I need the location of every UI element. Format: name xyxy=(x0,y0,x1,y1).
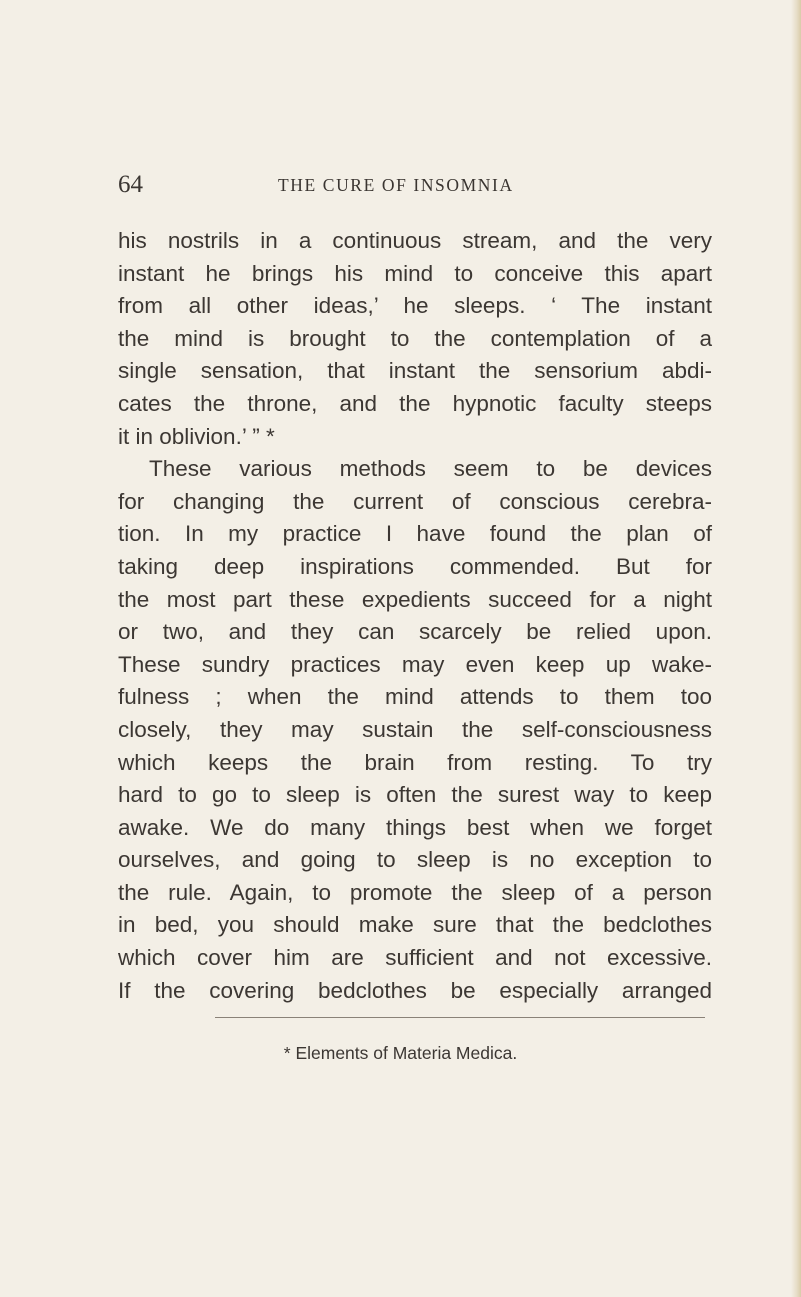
text-line: tion. In my practice I have found the plan of xyxy=(118,521,712,547)
text-line: from all other ideas,’ he sleeps. ‘ The instant xyxy=(118,293,712,319)
text-line: taking deep inspirations commended. But for xyxy=(118,553,712,579)
text-line: ourselves, and going to sleep is no exception to xyxy=(118,847,712,873)
text-line: the mind is brought to the contemplation of a xyxy=(118,325,712,351)
text-line: in bed, you should make sure that the bedclothes xyxy=(118,912,712,938)
text-line: or two, and they can scarcely be relied upon. xyxy=(118,619,712,645)
text-line: his nostrils in a continuous stream, and the very xyxy=(118,228,712,253)
footnote: * Elements of Materia Medica. xyxy=(283,1043,518,1063)
page-header xyxy=(118,171,708,201)
text-line: If the covering bedclothes be especially arranged xyxy=(118,977,712,1003)
running-head: THE CURE OF INSOMNIA xyxy=(278,175,514,195)
text-line: it in oblivion.’ ” * xyxy=(118,423,275,449)
text-line: closely, they may sustain the self-consciousness xyxy=(118,716,712,742)
text-line: for changing the current of conscious cerebra- xyxy=(118,488,712,514)
text-line: These sundry practices may even keep up wake- xyxy=(118,651,712,677)
text-line: which keeps the brain from resting. To try xyxy=(118,749,712,775)
body-text xyxy=(118,225,712,1007)
page-edge-shadow xyxy=(791,0,801,1297)
footnote-rule xyxy=(215,1017,705,1018)
text-line: the rule. Again, to promote the sleep of a person xyxy=(118,879,712,905)
text-line: awake. We do many things best when we forget xyxy=(118,814,712,840)
text-line: the most part these expedients succeed for a night xyxy=(118,586,712,612)
text-line: single sensation, that instant the sensorium abdi- xyxy=(118,358,712,384)
text-line: which cover him are sufficient and not excessive. xyxy=(118,945,712,971)
page-number: 64 xyxy=(118,171,143,198)
text-line: instant he brings his mind to conceive this apart xyxy=(118,260,712,286)
text-line: These various methods seem to be devices xyxy=(149,456,712,482)
text-line: hard to go to sleep is often the surest way to keep xyxy=(118,782,712,808)
text-line: cates the throne, and the hypnotic faculty steeps xyxy=(118,390,712,416)
text-line: fulness ; when the mind attends to them too xyxy=(118,684,712,710)
